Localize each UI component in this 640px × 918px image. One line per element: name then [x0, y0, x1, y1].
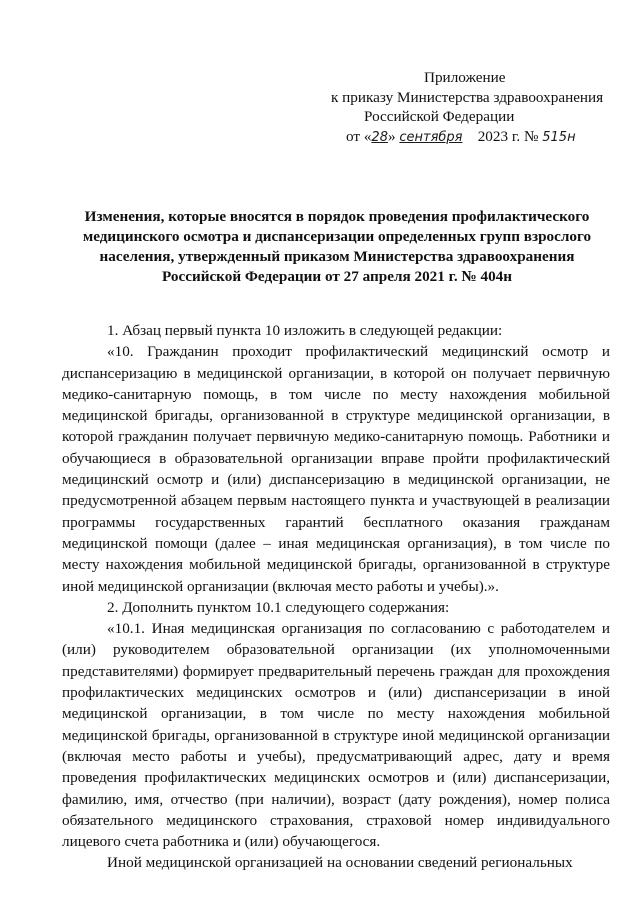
date-mid: » — [387, 127, 396, 145]
paragraph-3: 2. Дополнить пунктом 10.1 следующего содержания: — [107, 598, 450, 616]
date-prefix: от « — [346, 127, 372, 145]
paragraph-4: «10.1. Иная медицинская организация по согласованию с работодателем и (или) руководителем образовательной организации (их уполномоченными представителями) формирует предварительный перечень граждан для прохождения профилактических медицинских осмотров и (или) диспансеризации в иной медицинской организации, в том числе по месту нахождения мобильной медицинской бригады, организованной в структуре иной медицинской организации (включая место работы и учебы), предусматривающий адрес, дату и время проведения профилактических медицинских осмотров и (или) диспансеризации, фамилию, имя, отчество (при наличии), возраст (дату рождения), номер полиса обязательного медицинского страхования, страховой номер индивидуального лицевого счета работника и (или) обучающегося. — [62, 620, 610, 851]
appendix-order-ref: к приказу Министерства здравоохранения — [331, 88, 604, 106]
appendix-federation: Российской Федерации — [364, 108, 515, 125]
paragraph-5: Иной медицинской организацией на основании сведений региональных — [107, 854, 573, 872]
title-line-1: Изменения, которые вносятся в порядок проведения профилактического — [84, 208, 590, 225]
date-month: сентября — [399, 129, 463, 145]
date-year: 2023 г. № — [477, 127, 539, 145]
appendix-title: Приложение — [424, 69, 506, 86]
appendix-date-line — [325, 127, 615, 148]
title-line-3: населения, утвержденный приказом Министерства здравоохранения — [99, 248, 575, 265]
order-number: 515н — [542, 129, 576, 145]
paragraph-2: «10. Гражданин проходит профилактический медицинский осмотр и диспансеризацию в медицинской организации, в которой он получает первичную медико-санитарную помощь, в том числе по месту нахождения мобильной медицинской бригады, организованной в структуре медицинской организации, в которой гражданин получает первичную медико-санитарную помощь. Работники и обучающиеся в образовательной организации вправе пройти профилактический медицинский осмотр и (или) диспансеризацию в медицинской организации, не предусмотренной абзацем первым настоящего пункта и участвующей в реализации программы государственных гарантий бесплатного оказания гражданам медицинской помощи (далее – иная медицинская организация), в том числе по месту нахождения мобильной медицинской бригады, организованной в структуре иной медицинской организации (включая место работы и учебы).». — [62, 343, 610, 595]
appendix-block — [325, 68, 615, 147]
date-day: 28 — [371, 129, 388, 145]
paragraph-1: 1. Абзац первый пункта 10 изложить в следующей редакции: — [107, 322, 503, 339]
document-title — [72, 207, 602, 287]
title-line-2: медицинского осмотра и диспансеризации определенных групп взрослого — [82, 228, 592, 245]
title-line-4: Российской Федерации от 27 апреля 2021 г. № 404н — [161, 268, 513, 285]
document-body — [62, 320, 610, 874]
